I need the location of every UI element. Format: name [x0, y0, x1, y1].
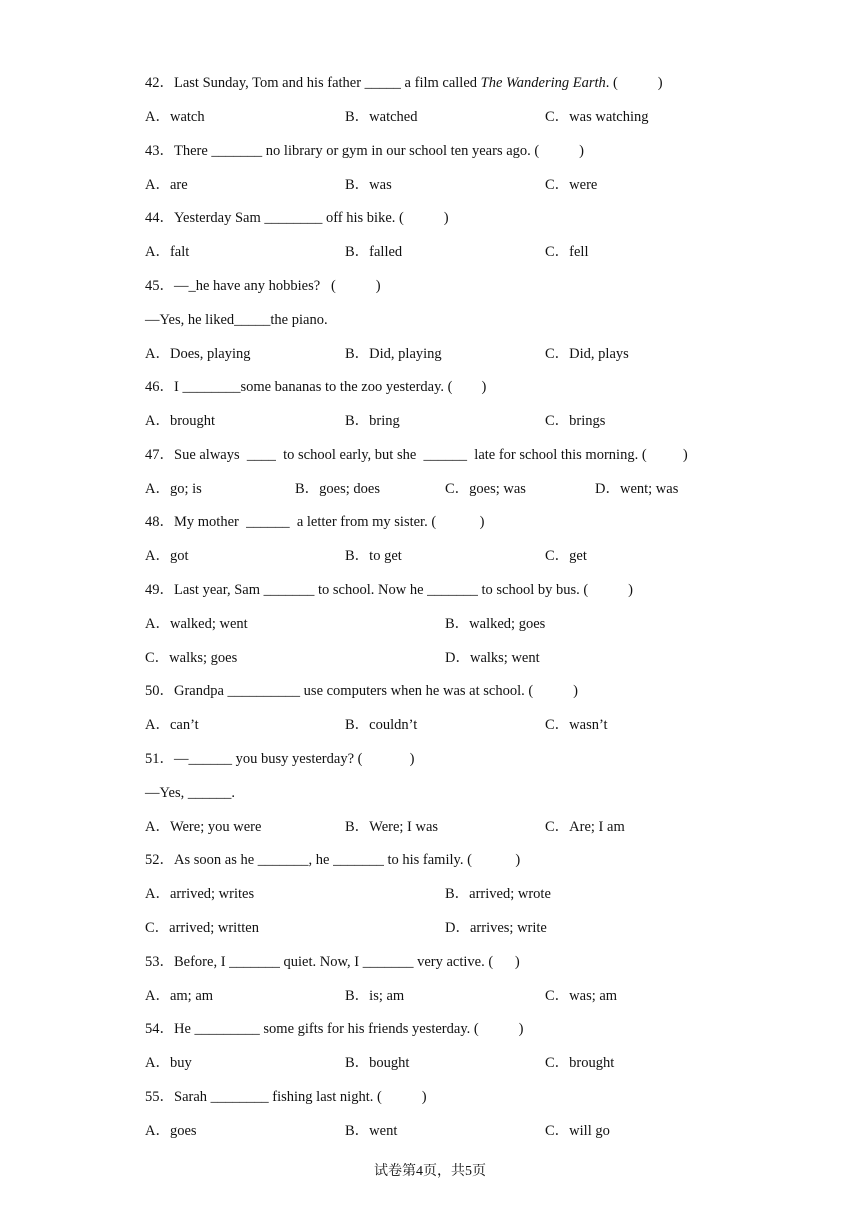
- question-50-stem: 50．Grandpa __________ use computers when he was at school. ( ): [145, 683, 578, 699]
- option-b[interactable]: B．arrived; wrote: [445, 886, 551, 902]
- option-c[interactable]: C．were: [545, 177, 598, 193]
- option-a[interactable]: A．arrived; writes: [145, 886, 255, 902]
- option-a[interactable]: A．Were; you were: [145, 819, 262, 835]
- question-43-stem: 43．There _______ no library or gym in our school ten years ago. ( ): [145, 143, 584, 159]
- question-50-options: [0, 715, 860, 735]
- question-51-reply: —Yes, ______.: [145, 785, 235, 801]
- question-47: [0, 445, 860, 465]
- option-b[interactable]: B．couldn’t: [345, 717, 418, 733]
- option-a[interactable]: A．got: [145, 548, 189, 564]
- question-52-options-row2: [0, 918, 860, 938]
- question-52-options-row1: [0, 884, 860, 904]
- question-44-options: [0, 242, 860, 262]
- question-51-stem: 51．—______ you busy yesterday? ( ): [145, 751, 415, 767]
- question-55: [0, 1087, 860, 1107]
- question-44: [0, 208, 860, 228]
- option-b[interactable]: B．went: [345, 1123, 398, 1139]
- option-c[interactable]: C．brought: [545, 1055, 615, 1071]
- option-c[interactable]: C．Did, plays: [545, 346, 629, 362]
- option-a[interactable]: A．buy: [145, 1055, 192, 1071]
- option-d[interactable]: D．went; was: [595, 481, 679, 497]
- question-53-stem: 53．Before, I _______ quiet. Now, I _______ very active. ( ): [145, 954, 520, 970]
- option-a[interactable]: A．am; am: [145, 988, 214, 1004]
- option-b[interactable]: B．falled: [345, 244, 403, 260]
- page-footer: 试卷第4页，共5页: [374, 1164, 486, 1179]
- option-b[interactable]: B．bought: [345, 1055, 410, 1071]
- question-54: [0, 1019, 860, 1039]
- question-55-options: [0, 1121, 860, 1141]
- question-52-stem: 52．As soon as he _______, he _______ to his family. ( ): [145, 852, 521, 868]
- option-c[interactable]: C．wasn’t: [545, 717, 608, 733]
- option-a[interactable]: A．are: [145, 177, 188, 193]
- option-c[interactable]: C．goes; was: [445, 481, 526, 497]
- option-a[interactable]: A．falt: [145, 244, 190, 260]
- question-53: [0, 952, 860, 972]
- option-a[interactable]: A．walked; went: [145, 616, 248, 632]
- option-a[interactable]: A．brought: [145, 413, 216, 429]
- question-45-reply: —Yes, he liked_____the piano.: [145, 312, 328, 328]
- option-b[interactable]: B．walked; goes: [445, 616, 546, 632]
- question-49-options-row1: [0, 614, 860, 634]
- question-42-stem: 42．Last Sunday, Tom and his father _____ a film called The Wandering Earth. ( ): [145, 75, 663, 91]
- question-45: [0, 276, 860, 296]
- question-49: [0, 580, 860, 600]
- option-c[interactable]: C．Are; I am: [545, 819, 625, 835]
- option-b[interactable]: B．was: [345, 177, 392, 193]
- question-49-options-row2: [0, 648, 860, 668]
- option-c[interactable]: C．arrived; written: [145, 920, 259, 936]
- question-48: [0, 512, 860, 532]
- question-42: [0, 73, 860, 93]
- option-d[interactable]: D．walks; went: [445, 650, 540, 666]
- option-b[interactable]: B．watched: [345, 109, 418, 125]
- question-53-options: [0, 986, 860, 1006]
- option-c[interactable]: C．was watching: [545, 109, 649, 125]
- question-45-line2: [0, 310, 860, 330]
- question-51-line2: [0, 783, 860, 803]
- question-54-stem: 54．He _________ some gifts for his friends yesterday. ( ): [145, 1021, 524, 1037]
- option-c[interactable]: C．get: [545, 548, 587, 564]
- question-44-stem: 44．Yesterday Sam ________ off his bike. ( ): [145, 210, 449, 226]
- question-52: [0, 850, 860, 870]
- option-a[interactable]: A．watch: [145, 109, 205, 125]
- option-c[interactable]: C．fell: [545, 244, 589, 260]
- question-45-options: [0, 344, 860, 364]
- option-c[interactable]: C．will go: [545, 1123, 610, 1139]
- option-b[interactable]: B．goes; does: [295, 481, 380, 497]
- question-51: [0, 749, 860, 769]
- option-b[interactable]: B．Were; I was: [345, 819, 439, 835]
- option-c[interactable]: C．walks; goes: [145, 650, 238, 666]
- question-50: [0, 681, 860, 701]
- question-55-stem: 55．Sarah ________ fishing last night. ( ): [145, 1089, 427, 1105]
- question-45-stem: 45．—_he have any hobbies? ( ): [145, 278, 381, 294]
- option-a[interactable]: A．goes: [145, 1123, 197, 1139]
- question-43: [0, 141, 860, 161]
- question-46: [0, 377, 860, 397]
- question-48-stem: 48．My mother ______ a letter from my sister. ( ): [145, 514, 485, 530]
- question-47-stem: 47．Sue always ____ to school early, but she ______ late for school this morning. ( ): [145, 447, 688, 463]
- question-42-options: [0, 107, 860, 127]
- option-b[interactable]: B．Did, playing: [345, 346, 442, 362]
- question-46-stem: 46．I ________some bananas to the zoo yesterday. ( ): [145, 379, 487, 395]
- option-c[interactable]: C．brings: [545, 413, 606, 429]
- option-d[interactable]: D．arrives; write: [445, 920, 547, 936]
- option-a[interactable]: A．can’t: [145, 717, 199, 733]
- question-54-options: [0, 1053, 860, 1073]
- question-43-options: [0, 175, 860, 195]
- question-51-options: [0, 817, 860, 837]
- option-c[interactable]: C．was; am: [545, 988, 618, 1004]
- question-46-options: [0, 411, 860, 431]
- question-48-options: [0, 546, 860, 566]
- option-a[interactable]: A．Does, playing: [145, 346, 251, 362]
- option-b[interactable]: B．is; am: [345, 988, 405, 1004]
- question-47-options: [0, 479, 860, 499]
- question-49-stem: 49．Last year, Sam _______ to school. Now he _______ to school by bus. ( ): [145, 582, 633, 598]
- film-title: The Wandering Earth: [480, 75, 606, 91]
- option-a[interactable]: A．go; is: [145, 481, 202, 497]
- option-b[interactable]: B．to get: [345, 548, 402, 564]
- option-b[interactable]: B．bring: [345, 413, 400, 429]
